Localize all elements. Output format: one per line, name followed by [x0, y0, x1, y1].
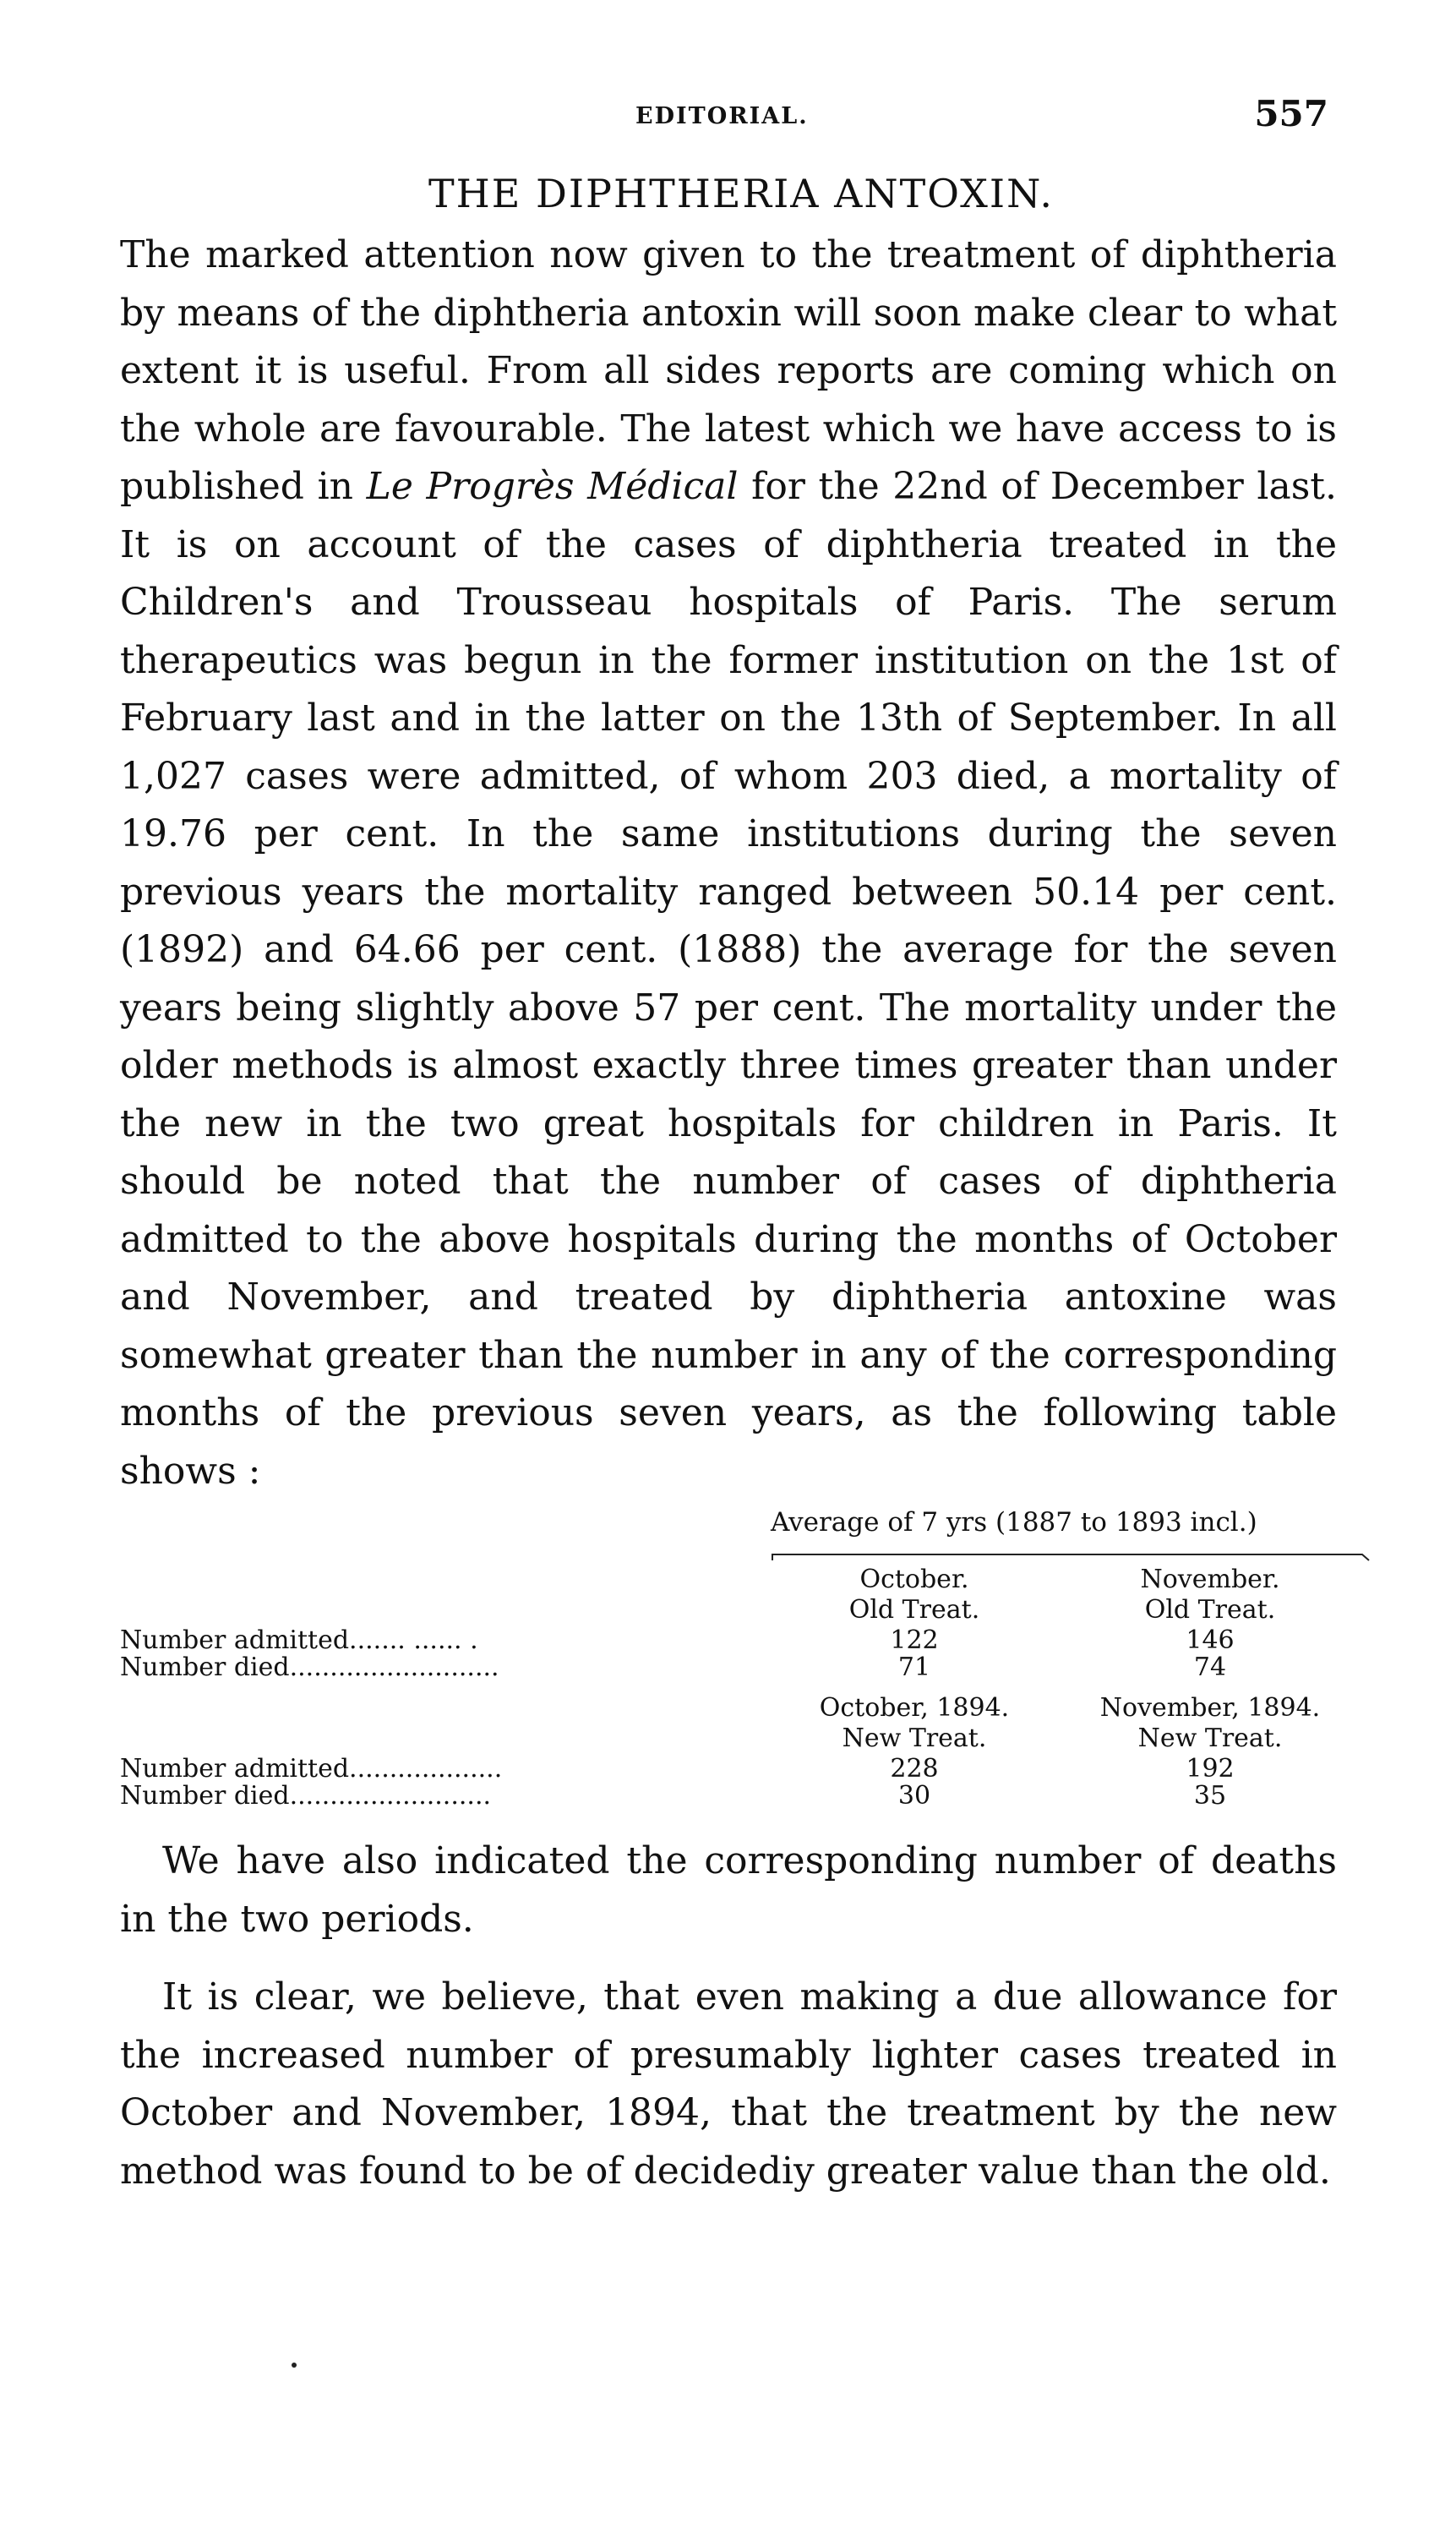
paragraph-1-part-1: The marked attention now given to the treatment of diphtheria by means of the diphtheria antoxin will soon make clear to what extent it is useful. From all sides reports are coming which on the whole are favourable. The latest which we have access to is published in [120, 233, 1337, 508]
paragraph-2: We have also indicated the corresponding number of deaths in the two periods. [120, 1839, 1337, 1941]
running-head [120, 93, 1337, 152]
cell-died-nov-old: 74 [1193, 1653, 1227, 1682]
paragraph-1 [120, 227, 1337, 1500]
row-label-died-old: Number died.......................... [120, 1653, 499, 1682]
paragraph-1-part-2: for the 22nd of December last. It is on account of the cases of diphtheria treated in the Children's and Trousseau hospitals of Paris. The serum therapeutics was begun in the former institution on the 1st of February last and in the latter on the 13th of September. In all 1,027 cases were admitted, of whom 203 died, a mortality of 19.76 per cent. In the same institutions during the seven previous years the mortality ranged between 50.14 per cent. (1892) and 64.66 per cent. (1888) the average for the seven years being slightly above 57 per cent. The mortality under the older methods is almost exactly three times greater than under the new in the two great hospitals for children in Paris. It should be noted that the number of cases of diphtheria admitted to the above hospitals during the months of October and November, and treated by diphtheria antoxine was somewhat greater than the number in any of the corresponding months of the previous seven years, as the following table shows : [120, 465, 1337, 1493]
row-label-admitted-old: Number admitted....... ...... . [120, 1625, 478, 1655]
page [120, 93, 1337, 2200]
paragraph-3: It is clear, we believe, that even making a due allowance for the increased number of presumably lighter cases treated in October and November, 1894, that the treatment by the new method was found to be of decidediy greater value than the old. [120, 1975, 1337, 2193]
col-head-nov-new [1083, 1693, 1337, 1754]
col-head-oct-old-line2: Old Treat. [848, 1595, 980, 1625]
end-dot [292, 2363, 297, 2368]
cell-admitted-oct-old: 122 [890, 1625, 939, 1655]
row-label-died-new: Number died......................... [120, 1781, 492, 1811]
col-head-nov-new-line1: November, 1894. [1099, 1693, 1321, 1723]
cell-died-nov-new: 35 [1193, 1781, 1227, 1811]
col-head-nov-old-line1: November. [1140, 1565, 1280, 1594]
col-head-nov-old-line2: Old Treat. [1144, 1595, 1276, 1625]
col-head-oct-new-line2: New Treat. [842, 1724, 987, 1753]
col-head-nov-old [1083, 1565, 1337, 1625]
cell-died-oct-new: 30 [897, 1781, 931, 1811]
cell-died-oct-old: 71 [897, 1653, 931, 1682]
col-head-nov-new-line2: New Treat. [1137, 1724, 1283, 1753]
col-head-oct-old [788, 1565, 1041, 1625]
section-heading: EDITORIAL. [635, 103, 809, 129]
page-number: 557 [1254, 93, 1328, 134]
row-label-admitted-new: Number admitted................... [120, 1754, 503, 1784]
article-title: THE DIPHTHERIA ANTOXIN. [428, 171, 1055, 216]
col-head-oct-new-line1: October, 1894. [819, 1693, 1010, 1723]
cell-admitted-nov-old: 146 [1186, 1625, 1235, 1655]
statistics-table [120, 1507, 1337, 1833]
cell-admitted-oct-new: 228 [890, 1754, 939, 1784]
col-head-oct-old-line1: October. [859, 1565, 969, 1594]
journal-name: Le Progrès Médical [366, 465, 739, 508]
table-brace [771, 1551, 1371, 1561]
col-head-oct-new [788, 1693, 1041, 1754]
cell-admitted-nov-new: 192 [1186, 1754, 1235, 1784]
table-caption: Average of 7 yrs (1887 to 1893 incl.) [771, 1507, 1257, 1538]
